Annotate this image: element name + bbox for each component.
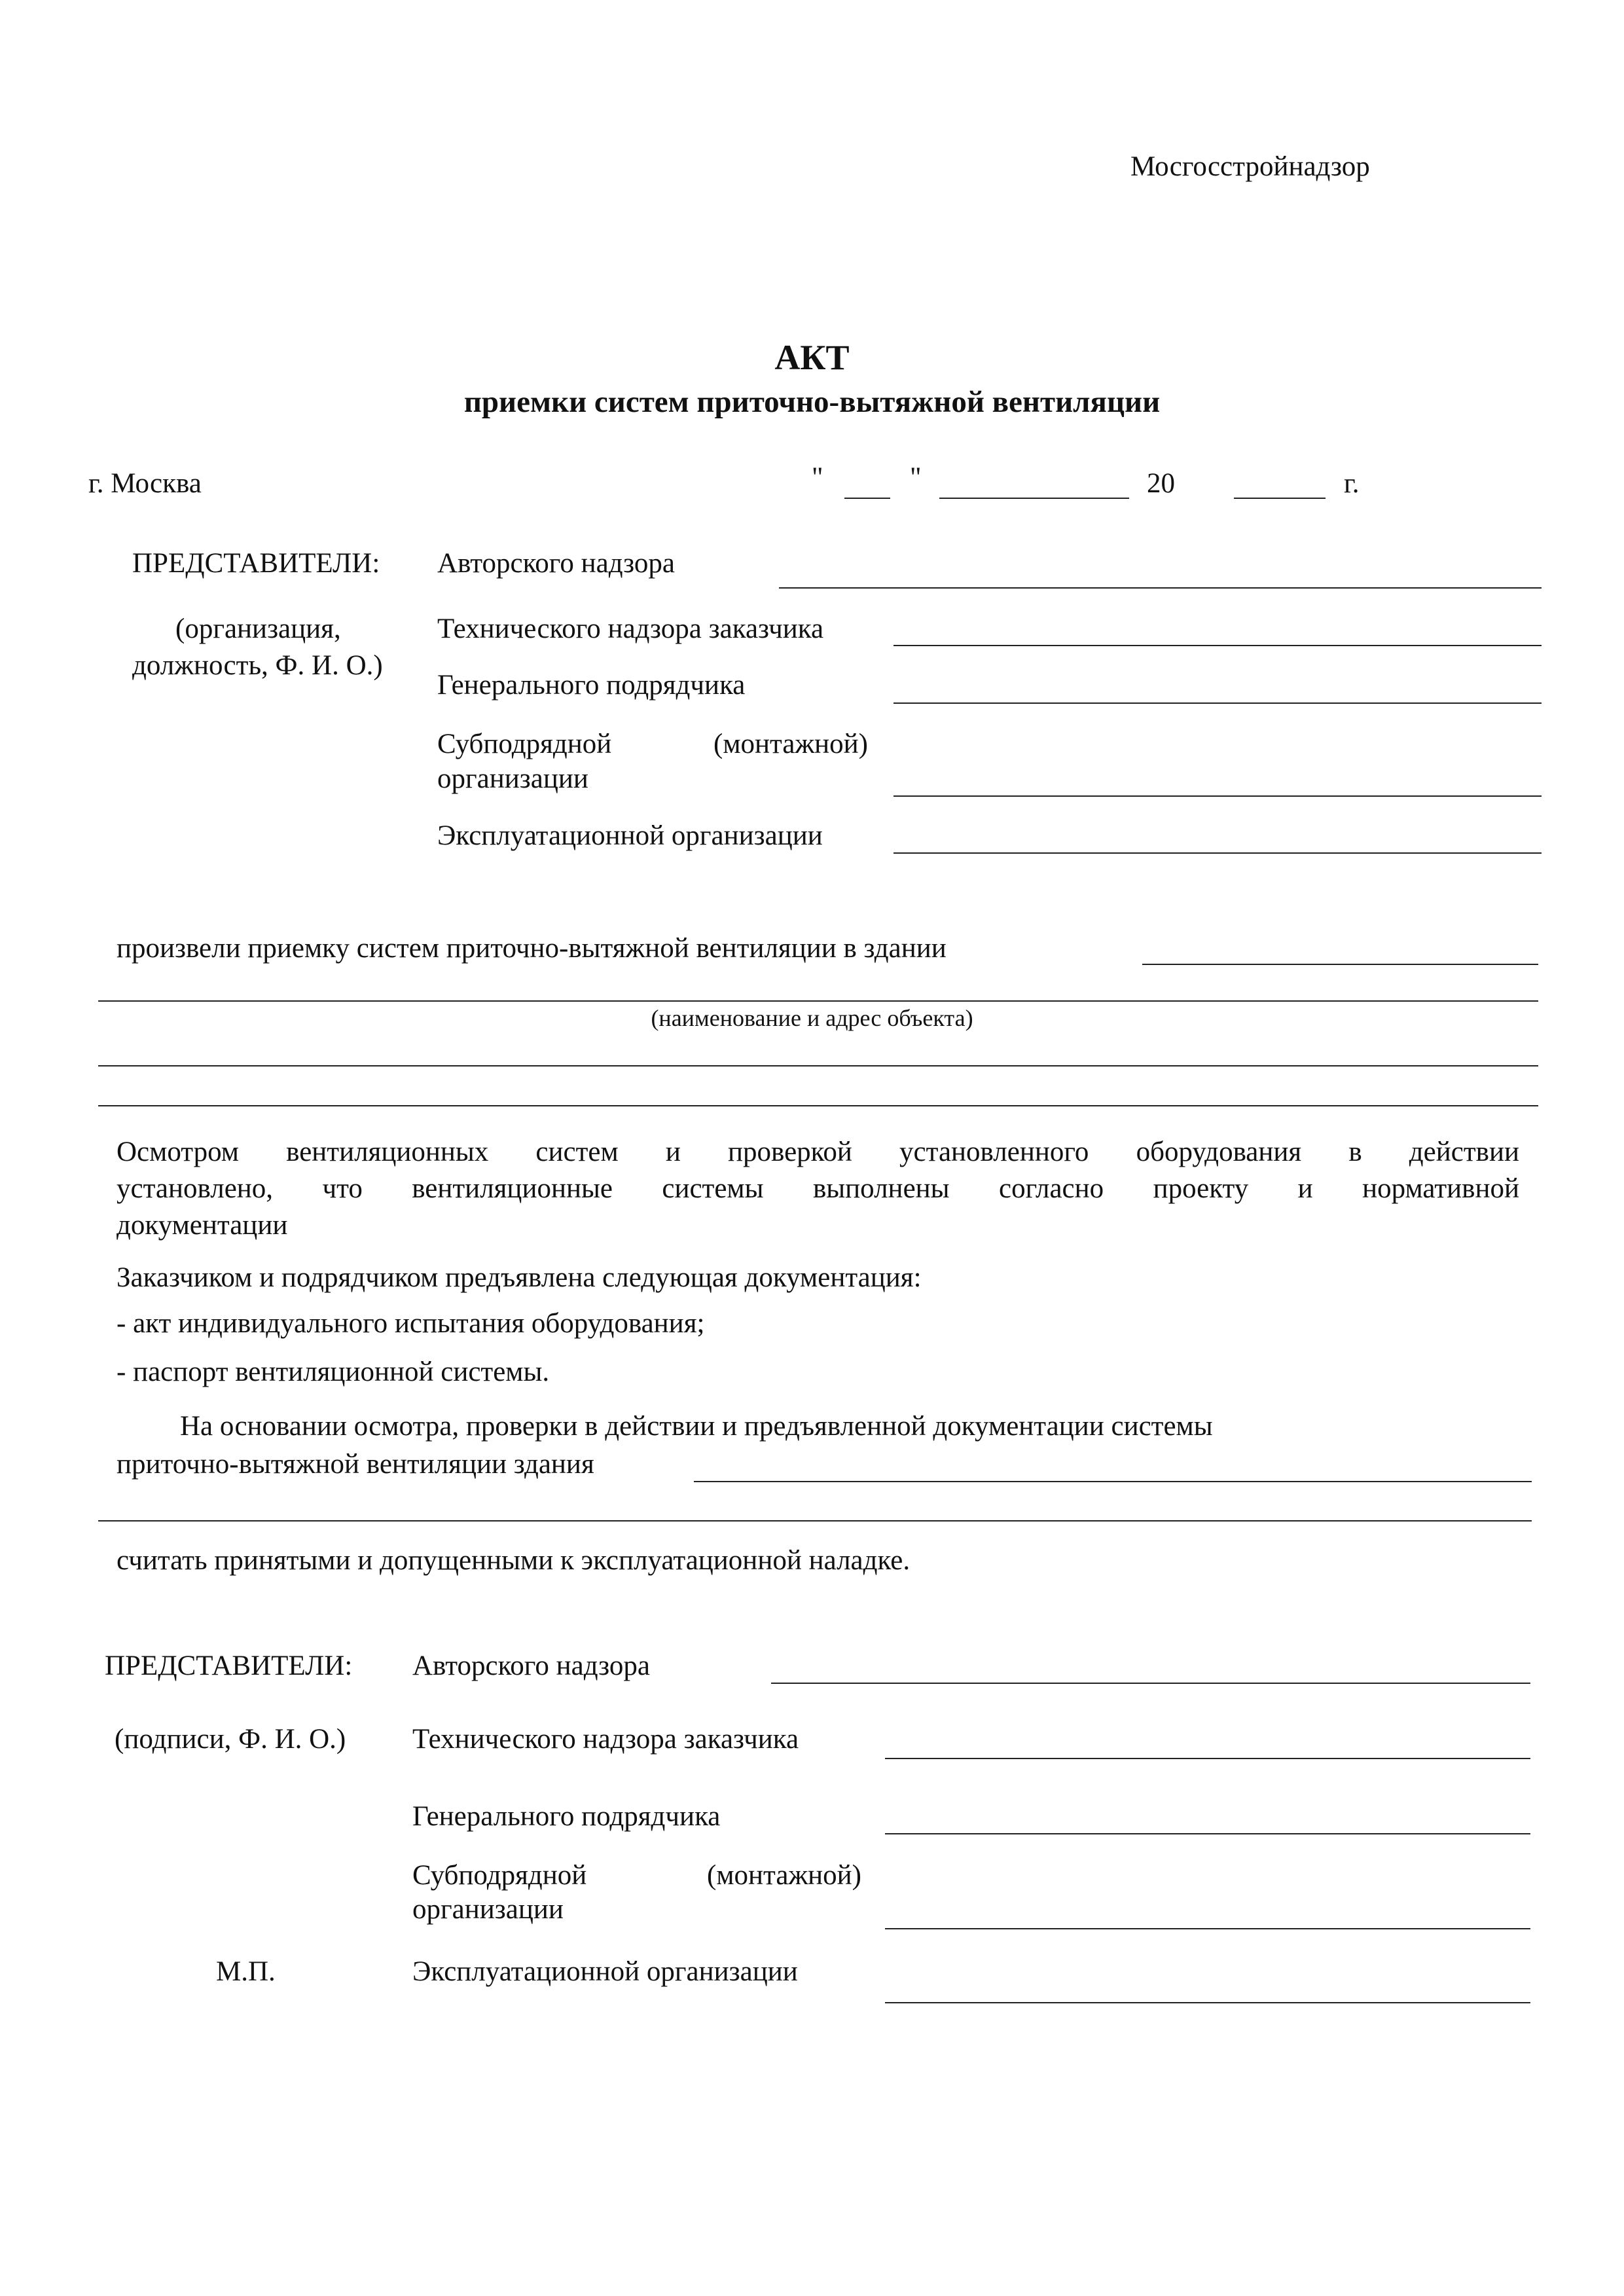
- inspection-paragraph-line3: документации: [117, 1210, 288, 1241]
- rep-subcontractor-label-2: (монтажной): [713, 729, 868, 759]
- reps-note-line2: должность, Ф. И. О.): [132, 650, 383, 681]
- documentation-item-1: - акт индивидуального испытания оборудования;: [117, 1308, 705, 1339]
- object-address-caption: (наименование и адрес объекта): [651, 1005, 973, 1031]
- rep-subcontractor-field[interactable]: [893, 795, 1542, 797]
- rep-author-supervision-label: Авторского надзора: [437, 548, 675, 579]
- building-name-field[interactable]: [694, 1481, 1532, 1482]
- document-title: АКТ: [774, 338, 850, 377]
- sig-general-contractor-field[interactable]: [885, 1833, 1530, 1834]
- sig-operating-org-field[interactable]: [885, 2002, 1530, 2003]
- document-subtitle: приемки систем приточно-вытяжной вентиляции: [463, 385, 1161, 419]
- reps-heading: ПРЕДСТАВИТЕЛИ:: [132, 548, 380, 579]
- object-address-field-1[interactable]: [98, 1000, 1538, 1002]
- acceptance-decision: считать принятыми и допущенными к эксплуатационной наладке.: [117, 1545, 911, 1576]
- sig-author-supervision-label: Авторского надзора: [412, 1650, 650, 1681]
- rep-subcontractor-label: Субподрядной: [437, 729, 612, 759]
- sig-subcontractor-label-3: организации: [412, 1894, 564, 1925]
- sig-subcontractor-field[interactable]: [885, 1928, 1530, 1929]
- rep-subcontractor-label-3: организации: [437, 763, 588, 794]
- rep-general-contractor-label: Генерального подрядчика: [437, 670, 746, 701]
- object-address-field-2[interactable]: [98, 1065, 1538, 1066]
- sig-general-contractor-label: Генерального подрядчика: [412, 1801, 721, 1832]
- date-quote-close: ": [910, 462, 922, 493]
- rep-operating-org-field[interactable]: [893, 852, 1542, 854]
- documentation-item-2: - паспорт вентиляционной системы.: [117, 1357, 550, 1387]
- rep-operating-org-label: Эксплуатационной организации: [437, 820, 823, 851]
- city: г. Москва: [88, 468, 202, 499]
- signatures-heading: ПРЕДСТАВИТЕЛИ:: [105, 1650, 353, 1681]
- object-address-field-3[interactable]: [98, 1105, 1538, 1106]
- rep-customer-supervision-field[interactable]: [893, 645, 1542, 646]
- conclusion-line2: приточно-вытяжной вентиляции здания: [117, 1449, 594, 1480]
- sig-operating-org-label: Эксплуатационной организации: [412, 1956, 798, 1987]
- agency-name: Мосгосстройнадзор: [1130, 151, 1370, 182]
- building-field[interactable]: [1142, 964, 1538, 965]
- month-field[interactable]: [939, 498, 1129, 499]
- documentation-intro: Заказчиком и подрядчиком предъявлена следующая документация:: [117, 1262, 922, 1293]
- date-quote-open: ": [812, 462, 823, 493]
- rep-author-supervision-field[interactable]: [779, 587, 1542, 589]
- signatures-note: (подписи, Ф. И. О.): [115, 1724, 346, 1755]
- sig-customer-supervision-field[interactable]: [885, 1758, 1530, 1759]
- day-field[interactable]: [844, 498, 890, 499]
- acceptance-text: произвели приемку систем приточно-вытяжной вентиляции в здании: [117, 933, 947, 964]
- year-prefix: 20: [1147, 468, 1175, 499]
- year-suffix: г.: [1344, 468, 1360, 499]
- building-name-field-2[interactable]: [98, 1520, 1532, 1522]
- inspection-paragraph-line2: установлено, что вентиляционные системы выполнены согласно проекту и нормативной: [117, 1173, 1519, 1204]
- sig-subcontractor-label-2: (монтажной): [707, 1860, 861, 1891]
- rep-customer-supervision-label: Технического надзора заказчика: [437, 613, 824, 644]
- conclusion-line1: На основании осмотра, проверки в действии и предъявленной документации системы: [180, 1411, 1213, 1442]
- rep-general-contractor-field[interactable]: [893, 702, 1542, 704]
- year-field[interactable]: [1234, 498, 1326, 499]
- sig-author-supervision-field[interactable]: [771, 1683, 1530, 1684]
- sig-customer-supervision-label: Технического надзора заказчика: [412, 1724, 799, 1755]
- reps-note-line1: (организация,: [175, 613, 341, 644]
- sig-subcontractor-label: Субподрядной: [412, 1860, 587, 1891]
- stamp-placeholder: М.П.: [216, 1956, 276, 1987]
- inspection-paragraph-line1: Осмотром вентиляционных систем и проверкой установленного оборудования в действии: [117, 1137, 1519, 1167]
